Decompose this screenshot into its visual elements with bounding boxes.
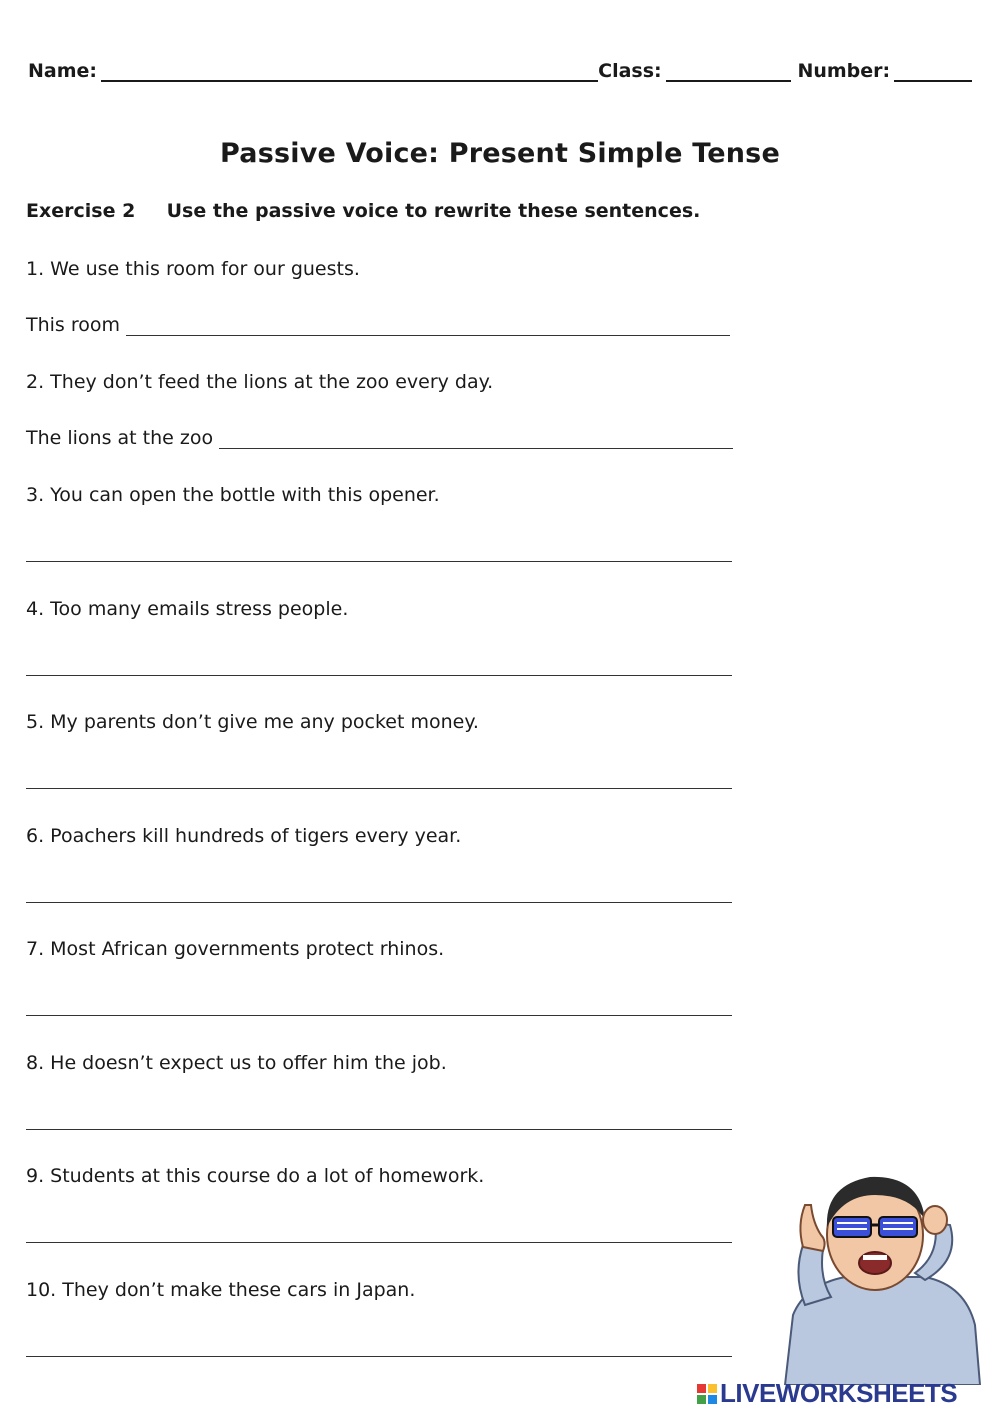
answer-field-8[interactable] [26,1129,732,1130]
student-info-row [28,60,972,82]
question-4: 4. Too many emails stress people. [26,598,349,620]
question-7: 7. Most African governments protect rhinos. [26,938,445,960]
question-8: 8. He doesn’t expect us to offer him the job. [26,1052,447,1074]
liveworksheets-logo-icon [697,1384,717,1404]
class-label: Class: [598,60,662,82]
question-3: 3. You can open the bottle with this opener. [26,484,440,506]
liveworksheets-brand [697,1378,957,1409]
exercise-number: Exercise 2 [26,200,136,222]
answer-field-6[interactable] [26,902,732,903]
boy-with-sunglasses-illustration [775,1165,985,1385]
answer-row-1 [26,314,730,336]
answer-row-2 [26,427,733,449]
question-5: 5. My parents don’t give me any pocket money. [26,711,479,733]
answer-field-2[interactable] [219,430,733,449]
brand-name: LIVEWORKSHEETS [720,1378,958,1408]
page-title: Passive Voice: Present Simple Tense [220,138,780,169]
answer-field-3[interactable] [26,561,732,562]
name-label: Name: [28,60,98,82]
question-2: 2. They don’t feed the lions at the zoo every day. [26,371,494,393]
answer-field-5[interactable] [26,788,732,789]
question-1: 1. We use this room for our guests. [26,258,360,280]
name-field[interactable] [101,62,598,82]
number-field[interactable] [894,62,972,82]
question-9: 9. Students at this course do a lot of homework. [26,1165,485,1187]
answer-prompt-2: The lions at the zoo [26,427,214,449]
question-6: 6. Poachers kill hundreds of tigers every year. [26,825,462,847]
answer-field-9[interactable] [26,1242,732,1243]
exercise-instructions [26,200,700,222]
instruction-text: Use the passive voice to rewrite these sentences. [166,200,701,222]
answer-field-1[interactable] [126,317,730,336]
number-label: Number: [797,60,891,82]
question-10: 10. They don’t make these cars in Japan. [26,1279,416,1301]
answer-field-10[interactable] [26,1356,732,1357]
answer-field-7[interactable] [26,1015,732,1016]
answer-prompt-1: This room [26,314,121,336]
class-field[interactable] [666,62,792,82]
answer-field-4[interactable] [26,675,732,676]
